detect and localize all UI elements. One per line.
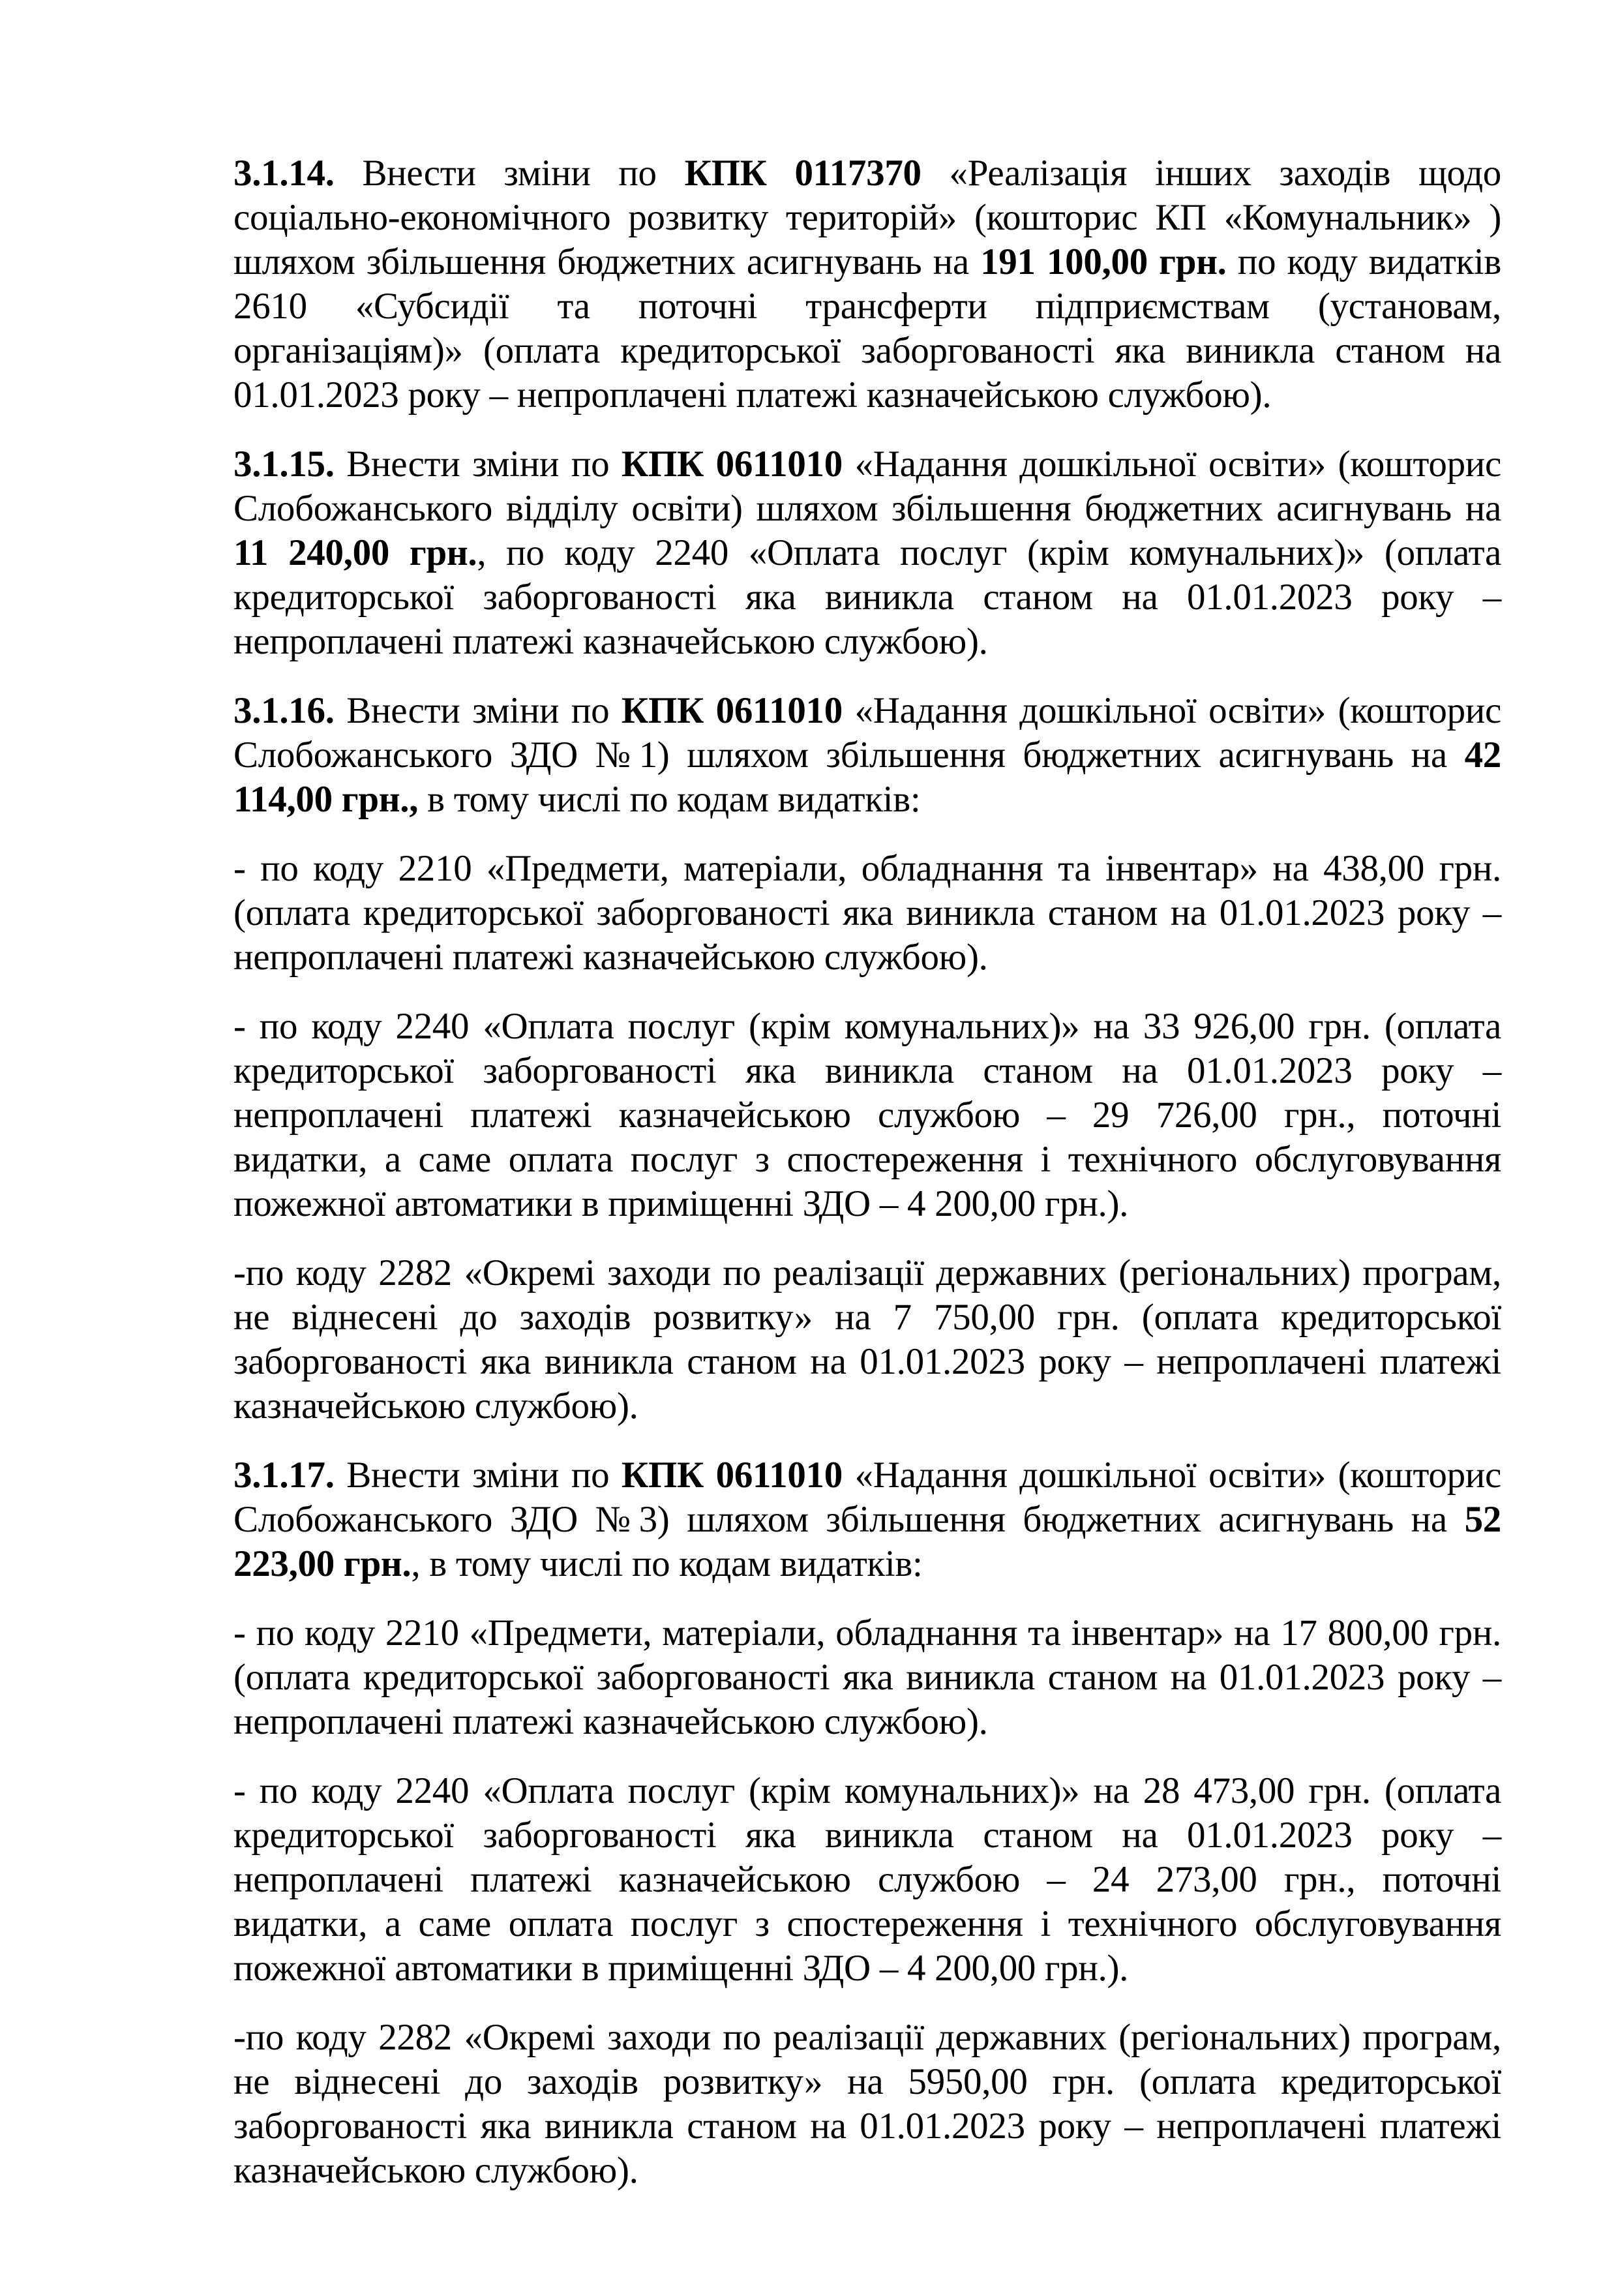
body-text: в тому числі по кодам видатків: bbox=[418, 779, 921, 820]
body-text: - по коду 2240 «Оплата послуг (крім комунальних)» на 33 926,00 грн. (оплата кредиторської заборгованості яка виникла станом на 01.01.2023 року – непроплачені платежі казначейською службою – 29 726,00 грн., поточні видатки, а саме оплата послуг з спостереження і технічного обслуговування пожежної автоматики в приміщенні ЗДО – 4 200,00 грн.). bbox=[233, 1006, 1501, 1224]
paragraph-clause-3-1-16-code-2210 bbox=[233, 847, 1501, 980]
paragraph-clause-3-1-16 bbox=[233, 689, 1501, 822]
body-text: по коду видатків 2610 «Субсидії та поточні трансферти підприємствам (установам, організаціям)» (оплата кредиторської заборгованості яка виникла станом на 01.01.2023 року – непроплачені платежі казначейською службою). bbox=[233, 241, 1501, 415]
body-text: Внести зміни по bbox=[334, 1455, 622, 1496]
bold-text: 42 114,00 грн., bbox=[233, 734, 1501, 820]
paragraph-clause-3-1-15 bbox=[233, 442, 1501, 664]
paragraph-clause-3-1-17 bbox=[233, 1453, 1501, 1586]
paragraph-clause-3-1-16-code-2282 bbox=[233, 1251, 1501, 1428]
body-text: Внести зміни по bbox=[334, 153, 685, 194]
bold-text: 11 240,00 грн. bbox=[233, 532, 477, 573]
bold-text: 191 100,00 грн. bbox=[980, 241, 1227, 282]
body-text: «Реалізація інших заходів щодо соціально-економічного розвитку територій» (кошторис КП «Комунальник» ) шляхом збільшення бюджетних асигнувань на bbox=[233, 153, 1501, 282]
paragraph-clause-3-1-16-code-2240 bbox=[233, 1004, 1501, 1226]
bold-text: 3.1.16. bbox=[233, 690, 335, 731]
body-text: , в тому числі по кодам видатків: bbox=[411, 1543, 923, 1584]
body-text: -по коду 2282 «Окремі заходи по реалізації державних (регіональних) програм, не віднесені до заходів розвитку» на 5950,00 грн. (оплата кредиторської заборгованості яка виникла станом на 01.01.2023 року – непроплачені платежі казначейською службою). bbox=[233, 2017, 1501, 2191]
body-text: , по коду 2240 «Оплата послуг (крім комунальних)» (оплата кредиторської заборгованості яка виникла станом на 01.01.2023 року – непроплачені платежі казначейською службою). bbox=[233, 532, 1501, 662]
bold-text: 3.1.14. bbox=[233, 153, 335, 194]
paragraph-clause-3-1-14 bbox=[233, 151, 1501, 417]
bold-text: КПК 0117370 bbox=[684, 153, 921, 194]
body-text: Внести зміни по bbox=[334, 690, 622, 731]
paragraph-clause-3-1-17-code-2210 bbox=[233, 1611, 1501, 1744]
bold-text: КПК 0611010 bbox=[621, 444, 843, 485]
paragraph-clause-3-1-17-code-2282 bbox=[233, 2016, 1501, 2193]
body-text: «Надання дошкільної освіти» (кошторис Слобожанського ЗДО №1) шляхом збільшення бюджетних асигнувань на bbox=[233, 690, 1501, 776]
body-text: - по коду 2210 «Предмети, матеріали, обладнання та інвентар» на 438,00 грн. (оплата кредиторської заборгованості яка виникла станом на 01.01.2023 року – непроплачені платежі казначейською службою). bbox=[233, 848, 1501, 978]
bold-text: 52 223,00 грн. bbox=[233, 1499, 1501, 1584]
body-text: «Надання дошкільної освіти» (кошторис Слобожанського ЗДО №3) шляхом збільшення бюджетних асигнувань на bbox=[233, 1455, 1501, 1540]
bold-text: 3.1.17. bbox=[233, 1455, 335, 1496]
bold-text: 3.1.15. bbox=[233, 444, 335, 485]
body-text: «Надання дошкільної освіти» (кошторис Слобожанського відділу освіти) шляхом збільшення бюджетних асигнувань на bbox=[233, 444, 1501, 529]
body-text: Внести зміни по bbox=[334, 444, 622, 485]
bold-text: КПК 0611010 bbox=[621, 690, 843, 731]
paragraph-clause-3-1-17-code-2240 bbox=[233, 1769, 1501, 1991]
body-text: - по коду 2210 «Предмети, матеріали, обладнання та інвентар» на 17 800,00 грн. (оплата кредиторської заборгованості яка виникла станом на 01.01.2023 року – непроплачені платежі казначейською службою). bbox=[233, 1612, 1501, 1742]
bold-text: КПК 0611010 bbox=[621, 1455, 843, 1496]
body-text: - по коду 2240 «Оплата послуг (крім комунальних)» на 28 473,00 грн. (оплата кредиторської заборгованості яка виникла станом на 01.01.2023 року – непроплачені платежі казначейською службою – 24 273,00 грн., поточні видатки, а саме оплата послуг з спостереження і технічного обслуговування пожежної автоматики в приміщенні ЗДО – 4 200,00 грн.). bbox=[233, 1770, 1501, 1989]
body-text: -по коду 2282 «Окремі заходи по реалізації державних (регіональних) програм, не віднесені до заходів розвитку» на 7 750,00 грн. (оплата кредиторської заборгованості яка виникла станом на 01.01.2023 року – непроплачені платежі казначейською службою). bbox=[233, 1252, 1501, 1427]
